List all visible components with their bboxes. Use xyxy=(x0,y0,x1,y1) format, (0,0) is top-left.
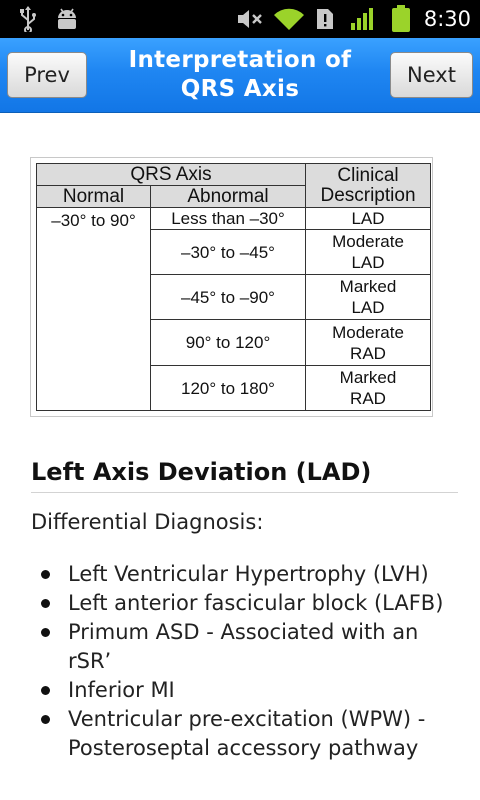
table-row xyxy=(37,208,431,230)
description-line: RAD xyxy=(350,389,386,408)
description-line: Moderate xyxy=(332,322,404,342)
description-line: LAD xyxy=(351,209,385,228)
abnormal-cell: –45° to –90° xyxy=(151,275,306,320)
description-line: RAD xyxy=(350,343,386,363)
description-cell xyxy=(306,275,431,320)
description-cell xyxy=(306,208,431,230)
normal-range-cell: –30° to 90° xyxy=(37,208,151,411)
next-button[interactable]: Next xyxy=(390,52,473,98)
description-line: Marked xyxy=(339,277,397,296)
bullet-icon xyxy=(41,599,50,608)
clock: 8:30 xyxy=(423,7,471,31)
header-clinical-line1: Clinical xyxy=(337,164,399,186)
bullet-icon xyxy=(41,570,50,579)
list-item-text: Left anterior fascicular block (LAFB) xyxy=(68,591,444,615)
signal-icon xyxy=(348,0,378,38)
header-clinical-description xyxy=(306,164,431,208)
sim-alert-icon xyxy=(314,0,336,38)
description-line: LAD xyxy=(351,253,385,272)
list-item xyxy=(40,589,460,618)
header-clinical-line2: Description xyxy=(320,184,416,206)
abnormal-cell: 90° to 120° xyxy=(151,320,306,366)
battery-icon xyxy=(388,0,414,38)
list-item xyxy=(40,676,460,705)
list-item xyxy=(40,560,460,589)
qrs-axis-table-frame xyxy=(30,157,433,417)
page-title-line1: Interpretation of xyxy=(128,47,352,73)
usb-icon xyxy=(16,0,40,38)
description-line: Marked xyxy=(339,368,397,387)
abnormal-cell: Less than –30° xyxy=(151,208,306,230)
differential-diagnosis-heading: Differential Diagnosis: xyxy=(31,510,264,534)
header-normal: Normal xyxy=(37,186,151,208)
abnormal-cell: 120° to 180° xyxy=(151,366,306,411)
page-title-line2: QRS Axis xyxy=(180,76,300,102)
diagnosis-list xyxy=(40,560,460,763)
android-debug-icon xyxy=(54,0,80,38)
qrs-axis-table xyxy=(36,163,431,411)
list-item-text: Inferior MI xyxy=(68,678,175,702)
status-bar xyxy=(0,0,480,38)
list-item xyxy=(40,618,460,676)
section-title: Left Axis Deviation (LAD) xyxy=(31,458,372,486)
divider xyxy=(31,492,458,493)
header-abnormal: Abnormal xyxy=(151,186,306,208)
wifi-icon xyxy=(272,0,306,38)
abnormal-cell: –30° to –45° xyxy=(151,230,306,275)
description-line: LAD xyxy=(351,298,385,317)
description-line: Moderate xyxy=(332,232,404,251)
page-title xyxy=(100,46,380,104)
bullet-icon xyxy=(41,715,50,724)
prev-button[interactable]: Prev xyxy=(7,52,87,98)
description-cell xyxy=(306,230,431,275)
bullet-icon xyxy=(41,686,50,695)
list-item-text: Primum ASD - Associated with an rSR’ xyxy=(68,620,419,673)
list-item-text: Left Ventricular Hypertrophy (LVH) xyxy=(68,562,429,586)
bullet-icon xyxy=(41,628,50,637)
list-item xyxy=(40,705,460,763)
list-item-text: Ventricular pre-excitation (WPW) - Posteroseptal accessory pathway xyxy=(68,707,426,760)
description-cell xyxy=(306,320,431,366)
description-cell xyxy=(306,366,431,411)
header-qrs-axis: QRS Axis xyxy=(37,164,306,186)
app-header xyxy=(0,38,480,113)
mute-icon xyxy=(235,0,265,38)
